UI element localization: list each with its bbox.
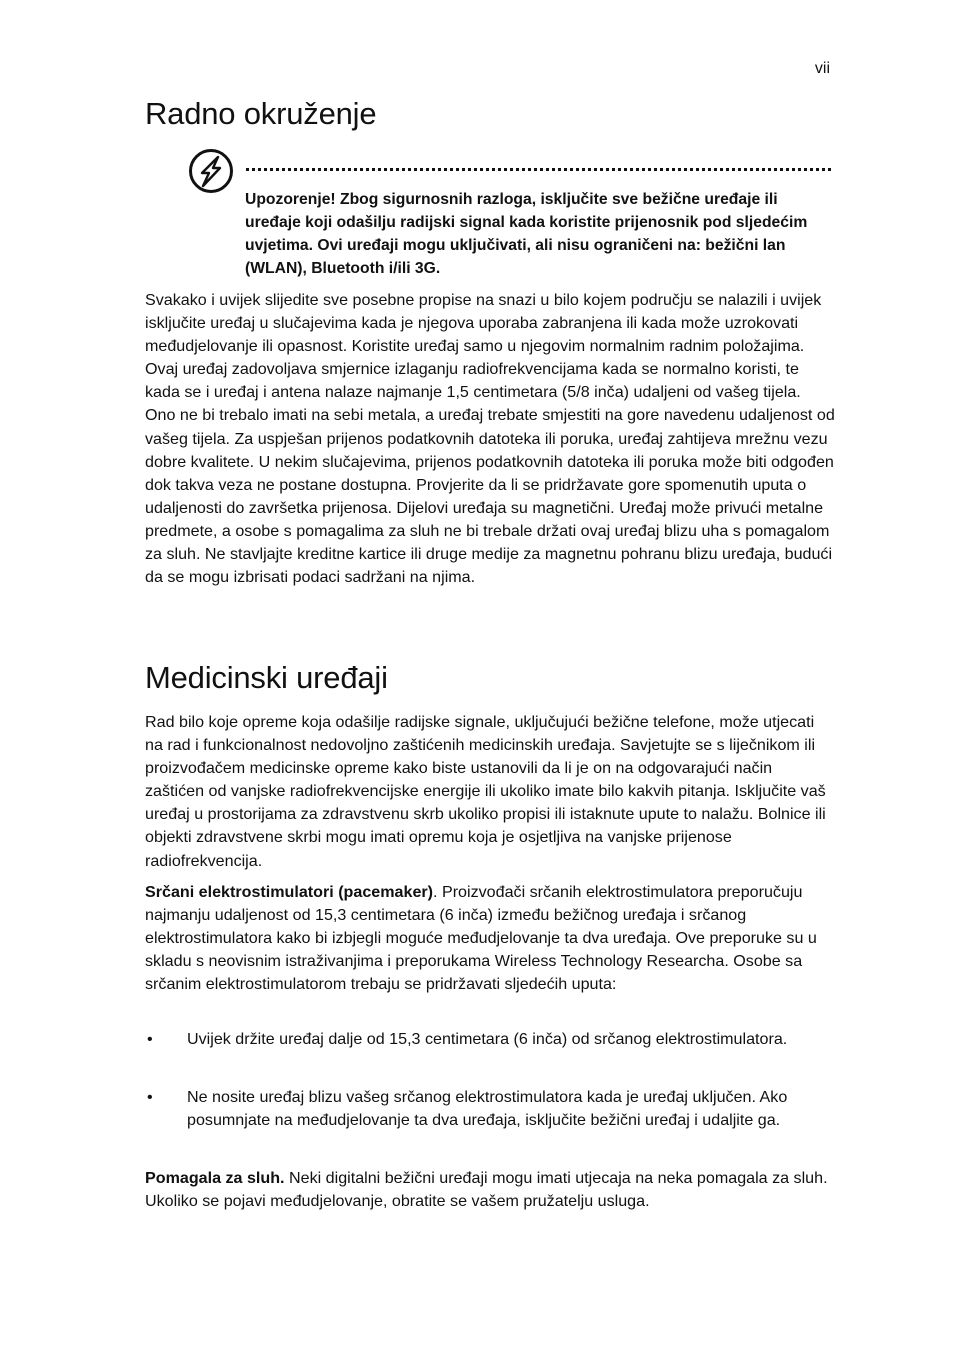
bullet-icon: •: [147, 1088, 153, 1106]
warning-text: Upozorenje! Zbog sigurnosnih razloga, isključite sve bežične uređaje ili uređaje koji odašilju radijski signal kada koristite prijenosnik pod sljedećim uvjetima. Ovi uređaji mogu uključivati, ali nisu ograničeni na: bežični lan (WLAN), Bluetooth i/ili 3G.: [245, 191, 808, 277]
heading-medicinski-uredaji: Medicinski uređaji: [145, 660, 388, 695]
paragraph-medicinski: Rad bilo koje opreme koja odašilje radijske signale, uključujući bežične telefone, može utjecati na rad i funkcionalnost nedovoljno zaštićenih medicinskih uređaja. Savjetujte se s liječnikom ili proizvođačem medicinske opreme kako biste ustanovili da li je on na odgovarajući način zaštićen od vanjske radiofrekvencijske energije ili ukoliko imate bilo kakvih pitanja. Isključite vaš uređaj u prostorijama za zdravstvenu skrb ukoliko propisi ili istaknute upute to nalažu. Bolnice ili objekti zdravstvene skrbi mogu imati opremu koja je osjetljiva na vanjske prijenose radiofrekvencija.: [145, 713, 826, 870]
hearing-text: Neki digitalni bežični uređaji mogu imati utjecaja na neka pomagala za sluh. Ukoliko se pojavi međudjelovanje, obratite se vašem pružatelju usluga.: [145, 1169, 828, 1211]
pacemaker-label: Srčani elektrostimulatori (pacemaker): [145, 883, 434, 901]
paragraph-pacemaker: [145, 881, 835, 996]
page-number: vii: [814, 60, 830, 77]
paragraph-radno: Svakako i uvijek slijedite sve posebne propise na snazi u bilo kojem području se nalazili i uvijek isključite uređaj u slučajevima kada je njegova uporaba zabranjena ili kada može uzrokovati međudjelovanje ili opasnost. Koristite uređaj samo u njegovim normalnim radnim položajima. Ovaj uređaj zadovoljava smjernice izlaganju radiofrekvencijama kada se normalno koristi, te kada se i uređaj i antena nalaze najmanje 1,5 centimetara (5/8 inča) udaljeni od vašeg tijela. Ono ne bi trebalo imati na sebi metala, a uređaj trebate smjestiti na gore navedenu udaljenost od vašeg tijela. Za uspješan prijenos podatkovnih datoteka ili poruka, uređaj zahtijeva mrežnu vezu dobre kvalitete. U nekim slučajevima, prijenos podatkovnih datoteka ili poruka može biti odgođen dok takva veza ne postane dostupna. Provjerite da li se pridržavate gore spomenutih uputa o udaljenosti do završetka prijenosa. Dijelovi uređaja su magnetični. Uređaj može privući metalne predmete, a osobe s pomagalima za sluh ne bi trebale držati ovaj uređaj blizu uha s pomagalom za sluh. Ne stavljajte kreditne kartice ili druge medije za magnetnu pohranu blizu uređaja, budući da se mogu izbrisati podaci sadržani na njima.: [145, 291, 835, 587]
hearing-label: Pomagala za sluh.: [145, 1169, 285, 1187]
lightning-warning-icon: [188, 148, 234, 194]
list-item-text: Ne nosite uređaj blizu vašeg srčanog elektrostimulatora kada je uređaj uključen. Ako posumnjate na međudjelovanje ta dva uređaja, isključite bežični uređaj i udaljite ga.: [187, 1088, 788, 1130]
heading-radno-okruzenje: Radno okruženje: [145, 96, 377, 131]
warning-divider: [246, 168, 831, 171]
pacemaker-text: . Proizvođači srčanih elektrostimulatora preporučuju najmanju udaljenost od 15,3 centimetara (6 inča) između bežičnog uređaja i srčanog elektrostimulatora kako bi izbjegli moguće međudjelovanje ta dva uređaja. Ove preporuke su u skladu s neovisnim istraživanjima i preporukama Wireless Technology Researcha. Osobe sa srčanim elektrostimulatorom trebaju se pridržavati sljedećih uputa:: [145, 883, 817, 994]
paragraph-hearing-aids: [145, 1167, 835, 1213]
list-item-text: Uvijek držite uređaj dalje od 15,3 centimetara (6 inča) od srčanog elektrostimulatora.: [187, 1030, 788, 1048]
bullet-icon: •: [147, 1030, 153, 1048]
